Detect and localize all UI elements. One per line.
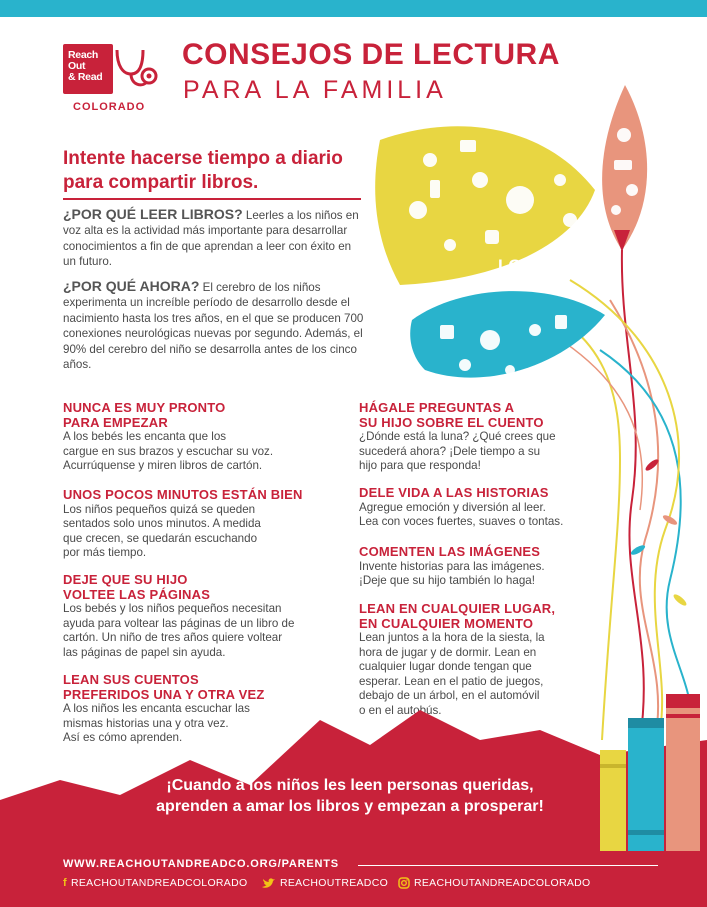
facebook-link[interactable] [63, 877, 247, 889]
tip-heading: DEJE QUE SU HIJO VOLTEE LAS PÁGINAS [63, 572, 211, 602]
tip-body: A los niños les encanta escuchar las mismas historias una y otra vez. Así es cómo aprenden. [63, 702, 250, 745]
book-flower-illustration [370, 80, 707, 740]
instagram-link[interactable] [398, 877, 590, 889]
why-now-text: El cerebro de los niños experimenta un increíble período de desarrollo desde el nacimiento hasta los tres años, en el que se producen 700 conexiones neurológicas nuevas por segundo. Además, el 90% del cerebro del niño se desarrolla antes de los cinco años. [63, 281, 364, 372]
facebook-icon: f [63, 877, 67, 889]
why-now-paragraph [63, 279, 379, 372]
twitter-handle: REACHOUTREADCO [280, 877, 389, 889]
instagram-handle: REACHOUTANDREADCOLORADO [414, 877, 591, 889]
tip-heading: UNOS POCOS MINUTOS ESTÁN BIEN [63, 487, 303, 502]
logo-line-2: Out [68, 60, 86, 72]
leaf-love-text: LOVE [498, 256, 545, 275]
page-subtitle: PARA LA FAMILIA [183, 76, 447, 104]
page-title: CONSEJOS DE LECTURA [182, 38, 560, 71]
tip-body: Los niños pequeños quizá se queden sentados solo unos minutos. A medida que crecen, se quedarán escuchando por más tiempo. [63, 502, 261, 560]
tip-heading: LEAN SUS CUENTOS PREFERIDOS UNA Y OTRA VEZ [63, 672, 265, 702]
stethoscope-icon [113, 44, 159, 94]
tip-body: Lean juntos a la hora de la siesta, la hora de jugar y de dormir. Lean en cualquier lugar donde tengan que esperar. Lean en el patio de juegos, debajo de un árbol, en el automóvil o en el autobús. [359, 631, 545, 717]
logo-line-3: & Read [68, 71, 103, 83]
why-now-lead: ¿POR QUÉ AHORA? [63, 278, 200, 294]
intro-divider [63, 198, 361, 200]
twitter-icon [262, 878, 276, 889]
twitter-link[interactable] [262, 877, 388, 889]
logo-box [63, 44, 113, 94]
footer-divider [358, 865, 658, 866]
tip-never-too-early [63, 401, 353, 474]
tip-heading: DELE VIDA A LAS HISTORIAS [359, 485, 549, 500]
facebook-handle: REACHOUTANDREADCOLORADO [70, 877, 248, 889]
books-illustration [600, 690, 707, 855]
tip-turn-pages [63, 573, 353, 660]
why-read-text: Leerles a los niños en voz alta es la actividad más importante para desarrollar conocimientos a fin de que aprendan a leer con éxito en un futuro. [63, 209, 359, 269]
tip-heading: NUNCA ES MUY PRONTO PARA EMPEZAR [63, 400, 226, 430]
tip-body: A los bebés les encanta que los cargue en sus brazos y escuchar su voz. Acurrúquense y miren libros de cartón. [63, 430, 274, 473]
tip-body: Los bebés y los niños pequeños necesitan ayuda para voltear las páginas de un libro de cartón. Un niño de tres años quiere voltear las páginas de papel sin ayuda. [63, 602, 295, 659]
tip-body: ¿Dónde está la luna? ¿Qué crees que sucederá ahora? ¡Dele tiempo a su hijo para que responda! [359, 430, 556, 473]
top-accent-bar [0, 0, 707, 17]
why-read-paragraph [63, 207, 365, 270]
reach-out-and-read-logo [63, 44, 159, 114]
logo-line-1: Reach [68, 49, 99, 61]
instagram-icon [398, 877, 410, 889]
closing-quote: ¡Cuando a los niños les leen personas queridas, aprenden a amar los libros y empezan a prosperar! [156, 777, 544, 815]
why-read-lead: ¿POR QUÉ LEER LIBROS? [63, 206, 243, 222]
logo-state: COLORADO [73, 101, 146, 113]
tip-heading: LEAN EN CUALQUIER LUGAR, EN CUALQUIER MOMENTO [359, 601, 556, 631]
tip-body: Agregue emoción y diversión al leer. Lea con voces fuertes, suaves o tontas. [359, 500, 564, 529]
logo-wordmark [68, 50, 102, 83]
footer-website-link[interactable]: WWW.REACHOUTANDREADCO.ORG/PARENTS [63, 858, 339, 870]
tip-body: Invente historias para las imágenes. ¡Deje que su hijo también lo haga! [359, 559, 545, 588]
tip-few-minutes [63, 488, 353, 561]
tip-heading: HÁGALE PREGUNTAS A SU HIJO SOBRE EL CUENTO [359, 400, 544, 430]
intro-heading: Intente hacerse tiempo a diario para compartir libros. [63, 148, 343, 193]
tip-heading: COMENTEN LAS IMÁGENES [359, 544, 541, 559]
